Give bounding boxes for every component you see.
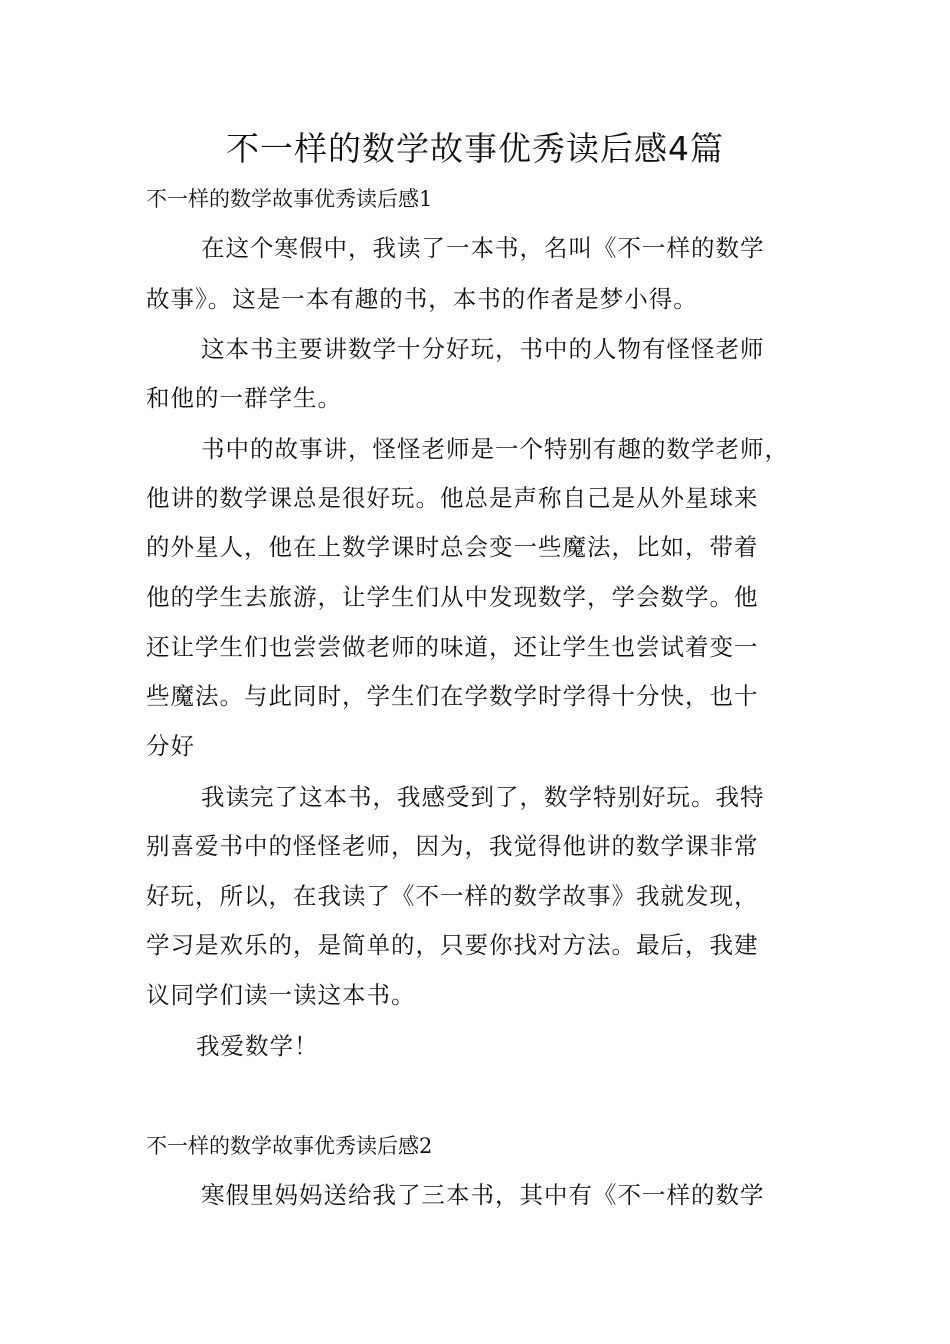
paragraph-line: 他讲的数学课总是很好玩。他总是声称自己是从外星球来 bbox=[146, 484, 759, 512]
paragraph-line: 议同学们读一读这本书。 bbox=[146, 981, 416, 1009]
paragraph-line: 的外星人，他在上数学课时总会变一些魔法，比如，带着 bbox=[146, 533, 759, 561]
document-title: 不一样的数学故事优秀读后感4篇 bbox=[226, 129, 724, 168]
paragraph-line: 学习是欢乐的，是简单的，只要你找对方法。最后，我建 bbox=[146, 931, 759, 959]
paragraph-line: 我读完了这本书，我感受到了，数学特别好玩。我特 bbox=[201, 783, 765, 811]
paragraph-line: 故事》。这是一本有趣的书，本书的作者是梦小得。 bbox=[146, 285, 698, 313]
paragraph-line: 书中的故事讲，怪怪老师是一个特别有趣的数学老师， bbox=[201, 435, 789, 463]
paragraph-line: 还让学生们也尝尝做老师的味道，还让学生也尝试着变一 bbox=[146, 633, 759, 661]
paragraph-line: 在这个寒假中，我读了一本书，名叫《不一样的数学 bbox=[201, 234, 765, 262]
paragraph-line: 寒假里妈妈送给我了三本书，其中有《不一样的数学 bbox=[201, 1181, 765, 1209]
paragraph-line: 些魔法。与此同时，学生们在学数学时学得十分快，也十 bbox=[146, 682, 759, 710]
section-heading-2: 不一样的数学故事优秀读后感2 bbox=[146, 1134, 433, 1158]
paragraph-line: 他的学生去旅游，让学生们从中发现数学，学会数学。他 bbox=[146, 583, 759, 611]
paragraph-line: 好玩，所以，在我读了《不一样的数学故事》我就发现， bbox=[146, 882, 759, 910]
section-heading-1: 不一样的数学故事优秀读后感1 bbox=[146, 187, 433, 211]
paragraph-line: 和他的一群学生。 bbox=[146, 384, 342, 412]
paragraph-line: 别喜爱书中的怪怪老师，因为，我觉得他讲的数学课非常 bbox=[146, 832, 759, 860]
paragraph-line: 这本书主要讲数学十分好玩，书中的人物有怪怪老师 bbox=[201, 335, 765, 363]
closing-line: 我爱数学！ bbox=[196, 1032, 319, 1060]
paragraph-line: 分好 bbox=[146, 732, 195, 760]
